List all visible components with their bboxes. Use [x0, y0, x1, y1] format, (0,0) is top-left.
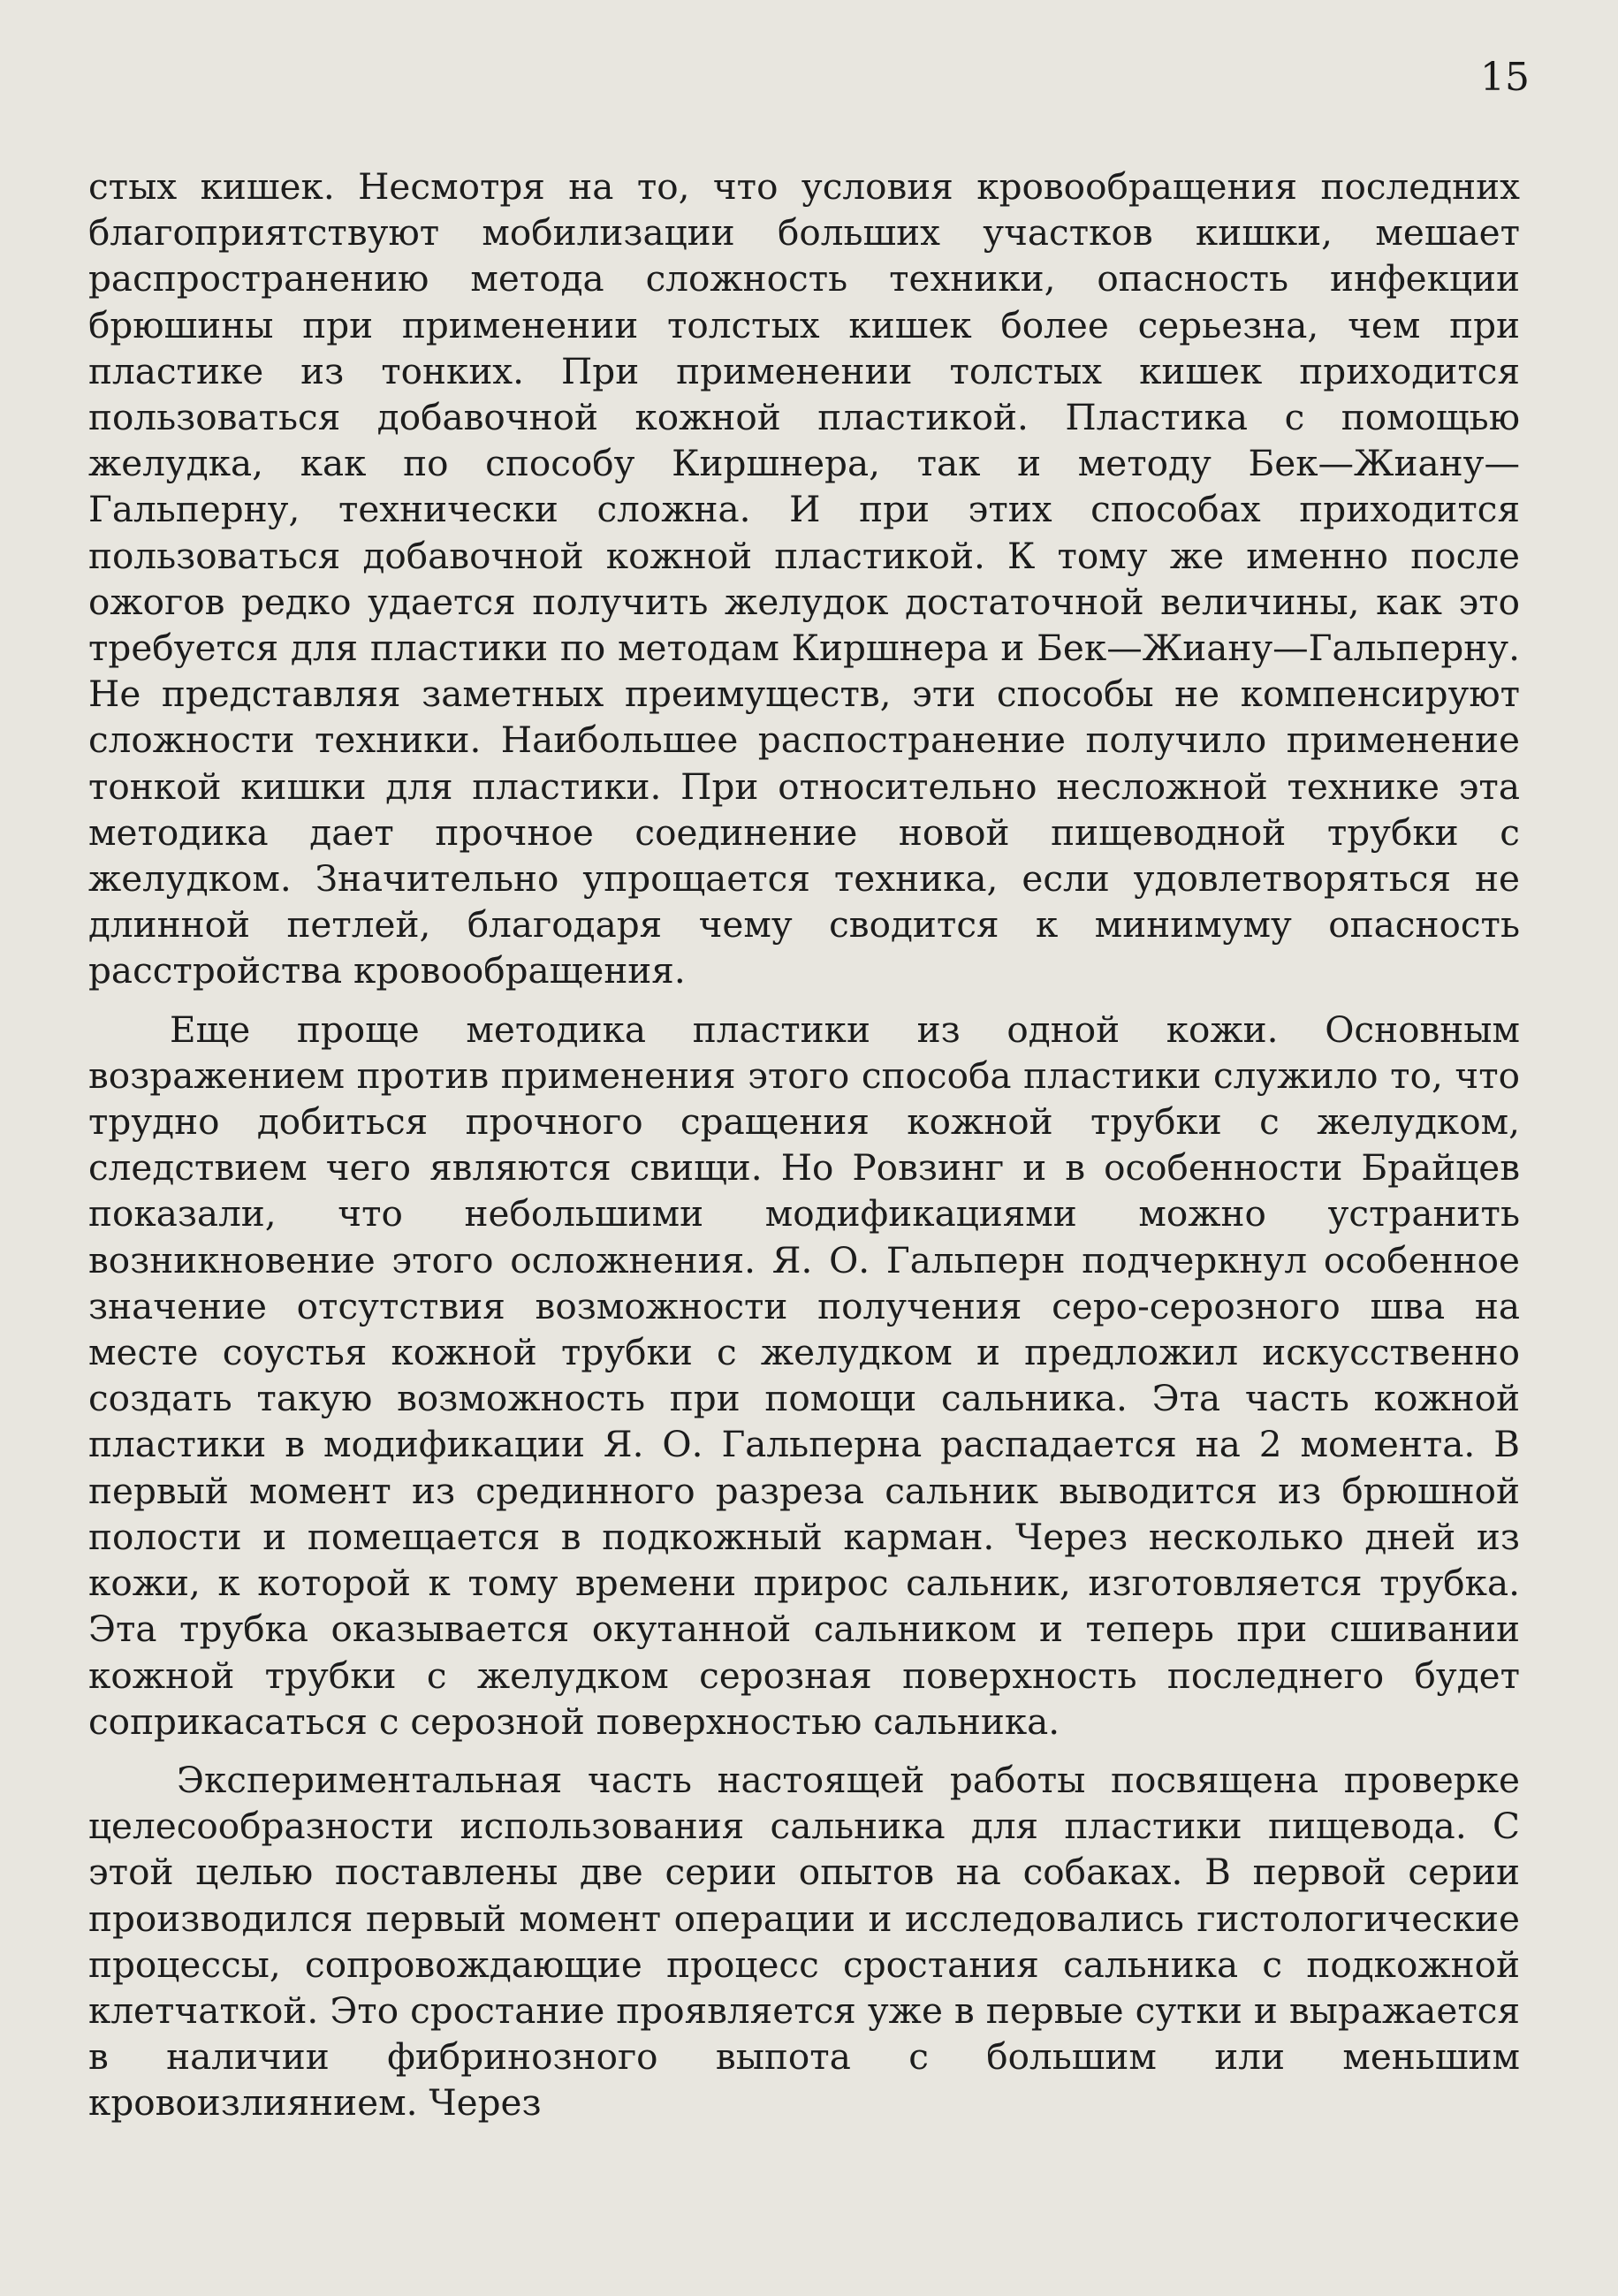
paragraph-1: стых кишек. Несмотря на то, что условия кровообращения последних благоприятствуют мобилизации больших участков кишки, мешает распространению метода сложность техники, опасность инфекции брюшины при применении толстых кишек более серьезна, чем при пластике из тонких. При применении толстых кишек приходится пользоваться добавочной кожной пластикой. Пластика с помощью желудка, как по способу Киршнера, так и методу Бек—Жиану—Гальперну, технически сложна. И при этих способах приходится пользоваться добавочной кожной пластикой. К тому же именно после ожогов редко удается получить желудок достаточной величины, как это требуется для пластики по методам Киршнера и Бек—Жиану—Гальперну. Не представляя заметных преимуществ, эти способы не компенсируют сложности техники. Наибольшее распостранение получило применение тонкой кишки для пластики. При относительно несложной технике эта методика дает прочное соединение новой пищеводной трубки с желудком. Значительно упрощается техника, если удовлетворяться не длинной петлей, благодаря чему сводится к минимуму опасность расстройства кровообращения.: [88, 165, 1520, 992]
body-text: [88, 163, 1520, 2126]
page-number: 15: [1480, 55, 1530, 100]
paragraph-2: Еще проще методика пластики из одной кожи. Основным возражением против применения этого способа пластики служило то, что трудно добиться прочного сращения кожной трубки с желудком, следствием чего являются свищи. Но Ровзинг и в особенности Брайцев показали, что небольшими модификациями можно устранить возникновение этого осложнения. Я. О. Гальперн подчеркнул особенное значение отсутствия возможности получения серо-серозного шва на месте соустья кожной трубки с желудком и предложил искусственно создать такую возможность при помощи сальника. Эта часть кожной пластики в модификации Я. О. Гальперна распадается на 2 момента. В первый момент из срединного разреза сальник выводится из брюшной полости и помещается в подкожный карман. Через несколько дней из кожи, к которой к тому времени прирос сальник, изготовляется трубка. Эта трубка оказывается окутанной сальником и теперь при сшивании кожной трубки с желудком серозная поверхность последнего будет соприкасаться с серозной поверхностью сальника.: [88, 1007, 1520, 1743]
paragraph-3: Экспериментальная часть настоящей работы посвящена проверке целесообразности использования сальника для пластики пищевода. С этой целью поставлены две серии опытов на собаках. В первой серии производился первый момент операции и исследовались гистологические процессы, сопровождающие процесс сростания сальника с подкожной клетчаткой. Это сростание проявляется уже в первые сутки и выражается в наличии фибринозного выпота с большим или меньшим кровоизлиянием. Через: [88, 1758, 1520, 2125]
